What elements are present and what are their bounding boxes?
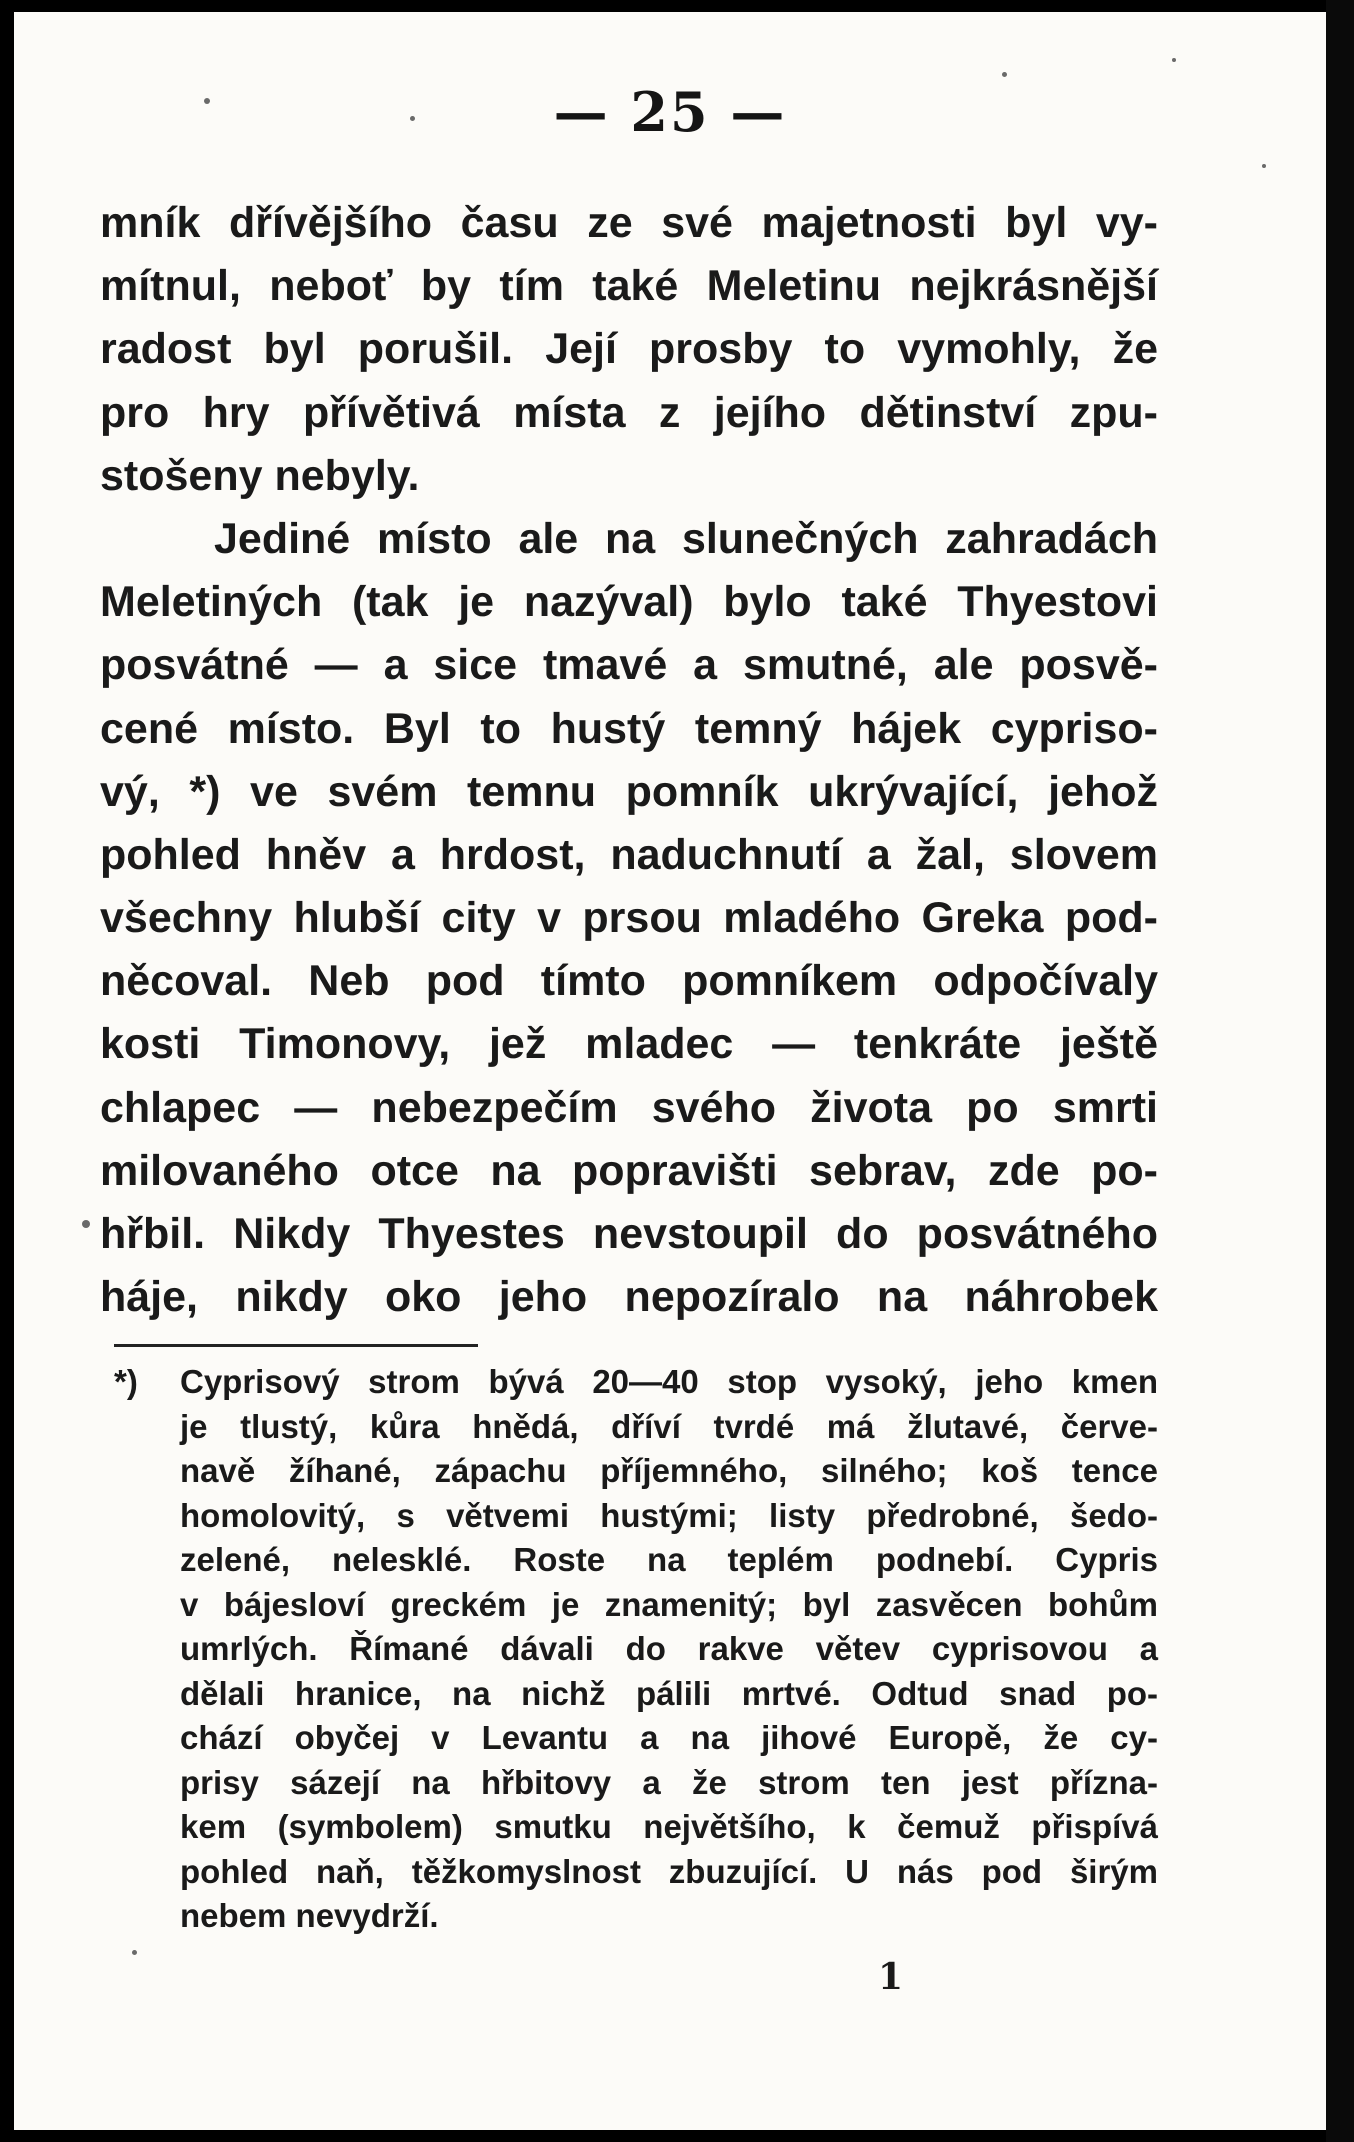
footnote-line: pohled naň, těžkomyslnost zbuzující. U nás pod širým [180, 1852, 1158, 1890]
paper-speck [1172, 58, 1176, 62]
text-line: mník dřívějšího času ze své majetnosti byl vy- [100, 199, 1158, 247]
text-line: vý, *) ve svém temnu pomník ukrývající, jehož [100, 767, 1158, 816]
scan-edge [1326, 0, 1354, 2142]
footnote-line: umrlých. Římané dávali do rakve větev cyprisovou a [180, 1630, 1158, 1667]
text-line: hřbil. Nikdy Thyestes nevstoupil do posvátného [100, 1210, 1158, 1258]
text-line: mítnul, neboť by tím také Meletinu nejkrásnější [100, 262, 1158, 311]
text-line: něcoval. Neb pod tímto pomníkem odpočívaly [100, 957, 1158, 1006]
paper-speck [204, 98, 210, 104]
footnote-line-text: Cyprisový strom bývá 20—40 stop vysoký, jeho kmen [180, 1363, 1158, 1400]
footnote-line: dělali hranice, na nichž pálili mrtvé. Odtud snad po- [180, 1674, 1158, 1712]
text-line: chlapec — nebezpečím svého života po smrti [100, 1083, 1158, 1132]
footnote-line: homolovitý, s větvemi hustými; listy předrobné, šedo- [180, 1496, 1158, 1534]
paper-speck [1002, 72, 1007, 77]
text-line: cené místo. Byl to hustý temný hájek cypriso- [100, 704, 1158, 753]
text-line: pohled hněv a hrdost, naduchnutí a žal, slovem [100, 830, 1158, 879]
footnote-line: kem (symbolem) smutku největšího, k čemuž přispívá [180, 1808, 1158, 1845]
text-line: pro hry přívětivá místa z jejího dětinství zpu- [100, 388, 1158, 437]
footnote-line: chází obyčej v Levantu a na jihové Europě, že cy- [180, 1719, 1158, 1756]
footnote-divider [114, 1344, 478, 1347]
text-line: posvátné — a sice tmavé a smutné, ale posvě- [100, 641, 1158, 690]
paper-speck [82, 1220, 90, 1228]
text-line: háje, nikdy oko jeho nepozíralo na náhrobek [100, 1273, 1158, 1322]
footnote-line: prisy sázejí na hřbitovy a že strom ten jest přízna- [180, 1763, 1158, 1801]
text-line: milovaného otce na popravišti sebrav, zde po- [100, 1146, 1158, 1195]
paper-speck [132, 1950, 137, 1955]
page-number: — 25 — [553, 80, 787, 144]
footnote-line: v bájesloví greckém je znamenitý; byl zasvěcen bohům [180, 1585, 1158, 1623]
main-text [100, 192, 1158, 1329]
paragraph-first-line: Jediné místo ale na slunečných zahradách [214, 514, 1158, 563]
paper-speck [1262, 164, 1266, 168]
text-line: stošeny nebyly. [100, 451, 420, 500]
text-line: kosti Timonovy, jež mladec — tenkráte ještě [100, 1020, 1158, 1069]
text-line: všechny hlubší city v prsou mladého Greka pod- [100, 894, 1158, 943]
printer-signature-mark: 1 [878, 1956, 904, 1998]
footnote-line: je tlustý, kůra hnědá, dříví tvrdé má žlutavé, červe- [180, 1407, 1158, 1445]
text-line: Meletiných (tak je nazýval) bylo také Thyestovi [100, 578, 1158, 627]
book-page [14, 12, 1326, 2130]
footnote [114, 1360, 1158, 1939]
footnote-line: nebem nevydrží. [180, 1897, 439, 1934]
footnote-line: navě žíhané, zápachu příjemného, silného; koš tence [180, 1452, 1158, 1489]
text-line: radost byl porušil. Její prosby to vymohly, že [100, 325, 1158, 374]
footnote-first-line [114, 1360, 1158, 1405]
footnote-marker: *) [114, 1363, 138, 1400]
footnote-line: zelené, nelesklé. Roste na teplém podnebí. Cypris [180, 1541, 1158, 1578]
paper-speck [410, 116, 415, 121]
